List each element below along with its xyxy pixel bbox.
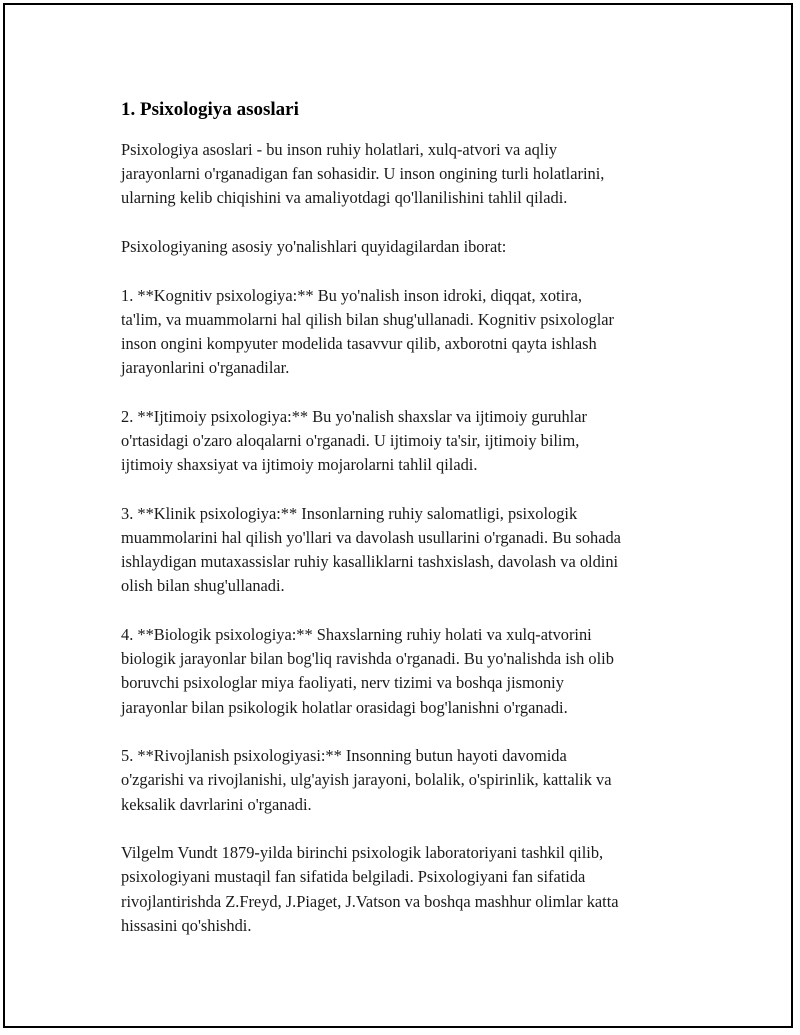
paragraph-directions-lead: Psixologiyaning asosiy yo'nalishlari quyidagilardan iborat: [121, 237, 507, 256]
paragraph-social: 2. **Ijtimoiy psixologiya:** Bu yo'nalish shaxslar va ijtimoiy guruhlar o'rtasidagi o'zaro aloqalarni o'rganadi. U ijtimoiy ta'sir, ijtimoiy bilim, ijtimoiy shaxsiyat va ijtimoiy mojarolarni tahlil qiladi. [121, 406, 587, 475]
paragraph-clinical: 3. **Klinik psixologiya:** Insonlarning ruhiy salomatligi, psixologik muammolarini hal qilish yo'llari va davolash usullarini o'rganadi. Bu sohada ishlaydigan mutaxassislar ruhiy kasalliklarni tashxislash, davolash va oldini olish bilan shug'ullanadi. [121, 503, 621, 596]
paragraph-developmental: 5. **Rivojlanish psixologiyasi:** Insonning butun hayoti davomida o'zgarishi va rivojlanishi, ulg'ayish jarayoni, bolalik, o'spirinlik, kattalik va keksalik davrlarini o'rganadi. [121, 746, 612, 814]
paragraph-intro: Psixologiya asoslari - bu inson ruhiy holatlari, xulq-atvori va aqliy jarayonlarni o'rganadigan fan sohasidir. U inson ongining turli holatlarini, ularning kelib chiqishini va amaliyotdagi qo'llanilishini tahlil qiladi. [121, 140, 605, 208]
paragraph-cognitive: 1. **Kognitiv psixologiya:** Bu yo'nalish inson idroki, diqqat, xotira, ta'lim, va muammolarni hal qilish bilan shug'ullanadi. Kognitiv psixologlar inson ongini kompyuter modelida tasavvur qilib, axborotni qayta ishlash jarayonlarini o'rganadilar. [121, 285, 615, 378]
paragraph-biological: 4. **Biologik psixologiya:** Shaxslarning ruhiy holati va xulq-atvorini biologik jarayonlar bilan bog'liq ravishda o'rganadi. Bu yo'nalishda ish olib boruvchi psixologlar miya faoliyati, nerv tizimi va boshqa jismoniy jarayonlar bilan psikologik holatlar orasidagi bog'lanishni o'rganadi. [121, 625, 614, 717]
document-page [3, 3, 793, 1028]
paragraph-history: Vilgelm Vundt 1879-yilda birinchi psixologik laboratoriyani tashkil qilib, psixologiyani mustaqil fan sifatida belgiladi. Psixologiyani fan sifatida rivojlantirishda Z.Freyd, J.Piaget, J.Vatson va boshqa mashhur olimlar katta hissasini qo'shishdi. [121, 843, 619, 935]
document-content [121, 97, 701, 962]
document-title: 1. Psixologiya asoslari [121, 99, 299, 120]
